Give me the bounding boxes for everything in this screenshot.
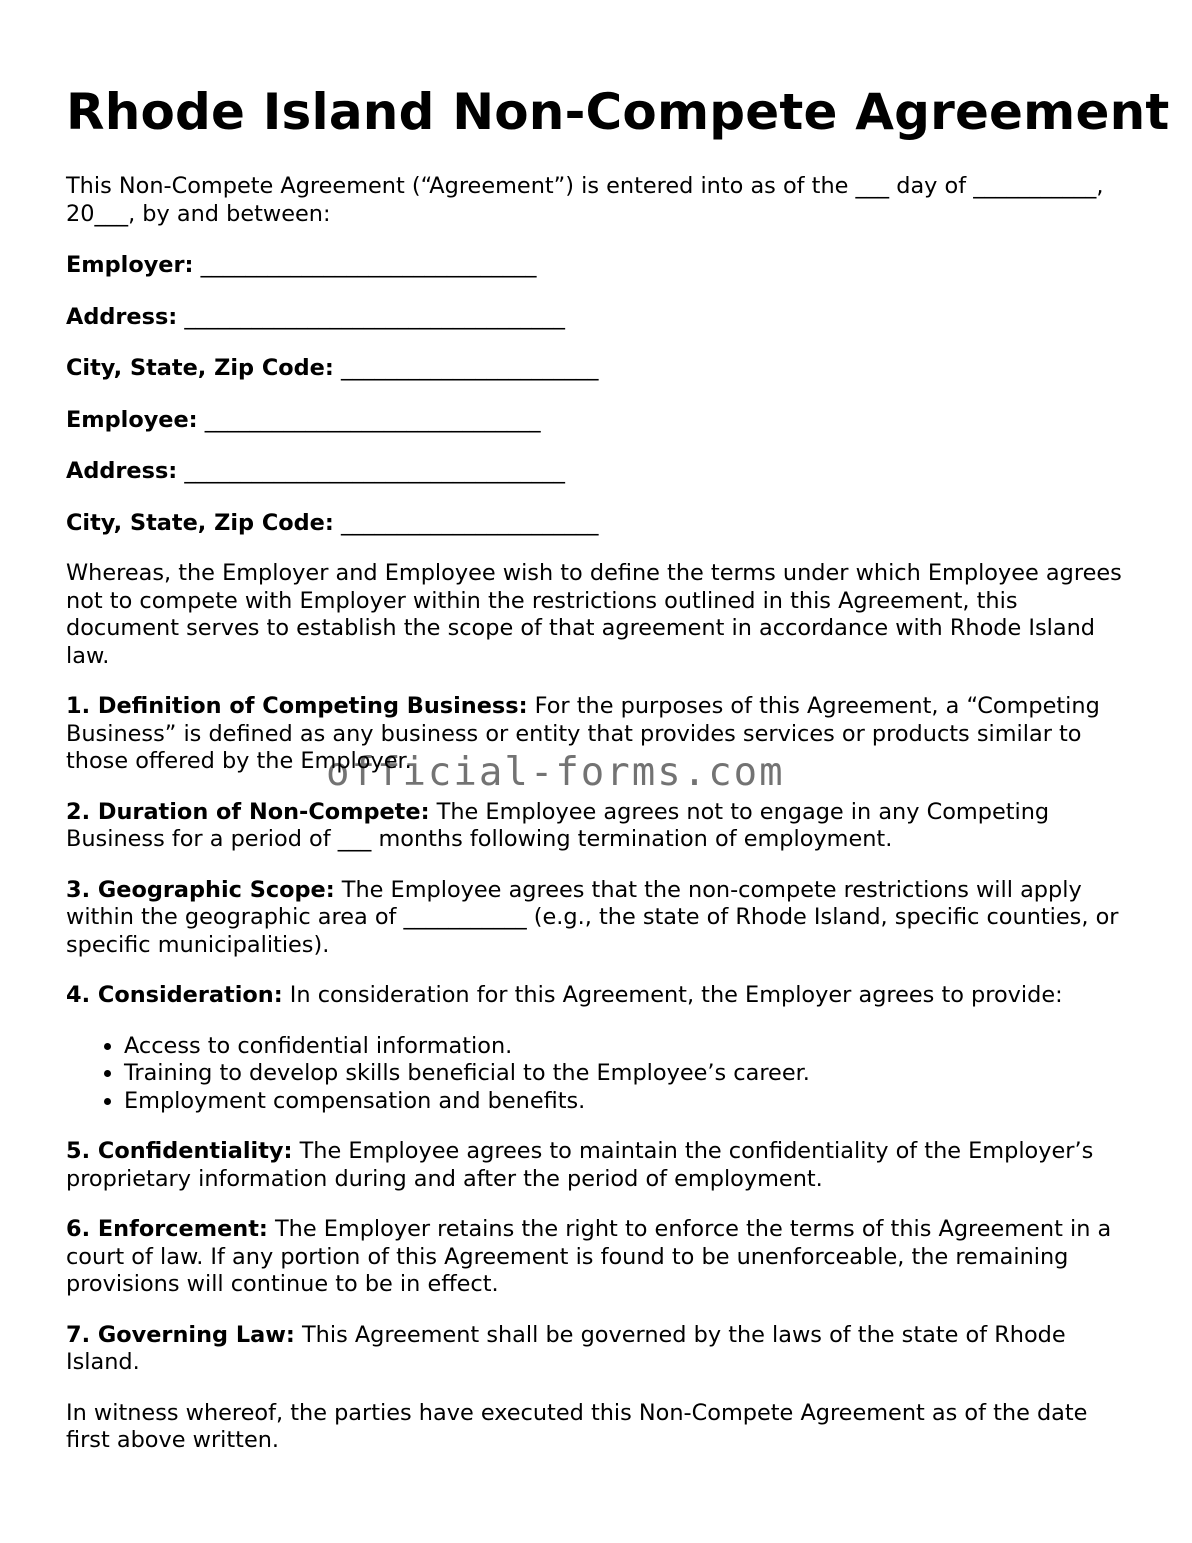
consideration-list	[66, 1033, 1136, 1116]
field-blank: _______________________	[340, 355, 599, 381]
field-label: Employee:	[66, 406, 198, 433]
section-enforcement	[66, 1216, 1136, 1299]
section-text: For the purposes of this Agreement, a “Competing Business” is defined as any business or entity that provides services or products similar to those offered by the Employer.	[66, 693, 1100, 774]
document-page	[66, 0, 1170, 1455]
employee-field	[66, 407, 1136, 435]
section-geographic-scope	[66, 877, 1136, 960]
section-heading: 4. Consideration:	[66, 982, 283, 1008]
section-consideration	[66, 982, 1136, 1010]
intro-paragraph: This Non-Compete Agreement (“Agreement”) is entered into as of the ___ day of ___________, 20___, by and between:	[66, 173, 1104, 227]
field-label: Address:	[66, 458, 178, 484]
field-label: City, State, Zip Code:	[66, 355, 334, 381]
section-text: The Employer retains the right to enforce the terms of this Agreement in a court of law. If any portion of this Agreement is found to be unenforceable, the remaining provisions will continue to be in effect.	[66, 1216, 1112, 1297]
list-item: • Employment compensation and benefits.	[124, 1088, 1136, 1116]
section-text: The Employee agrees that the non-compete restrictions will apply within the geographic area of ___________ (e.g., the state of Rhode Island, specific counties, or specific municipalities).	[66, 876, 1119, 958]
section-competing-business	[66, 693, 1136, 776]
watermark: official-forms.com	[326, 750, 785, 795]
list-item: • Access to confidential information.	[124, 1033, 1136, 1061]
employee-city-state-zip-field	[66, 510, 1136, 538]
section-governing-law	[66, 1322, 1136, 1377]
field-label: Address:	[66, 303, 178, 330]
field-blank: __________________________________	[184, 458, 565, 484]
list-item: • Training to develop skills beneficial to the Employee’s career.	[124, 1060, 1136, 1088]
section-heading: 1. Definition of Competing Business:	[66, 693, 528, 719]
field-label: City, State, Zip Code:	[66, 509, 334, 536]
employee-address-field	[66, 458, 1136, 486]
field-blank: ______________________________	[200, 252, 537, 278]
section-text: In consideration for this Agreement, the Employer agrees to provide:	[289, 982, 1063, 1008]
section-duration	[66, 799, 1136, 854]
section-text: This Agreement shall be governed by the laws of the state of Rhode Island.	[66, 1321, 1066, 1375]
field-blank: _______________________	[340, 509, 599, 536]
section-text: The Employee agrees not to engage in any Competing Business for a period of ___ months following termination of employment.	[66, 798, 1050, 852]
employer-city-state-zip-field	[66, 355, 1136, 383]
field-label: Employer:	[66, 252, 194, 278]
employer-address-field	[66, 304, 1136, 332]
field-blank: __________________________________	[184, 303, 565, 330]
section-heading: 3. Geographic Scope:	[66, 876, 335, 903]
field-blank: ______________________________	[204, 406, 541, 433]
section-heading: 7. Governing Law:	[66, 1321, 295, 1348]
section-heading: 5. Confidentiality:	[66, 1138, 293, 1164]
whereas-paragraph: Whereas, the Employer and Employee wish to define the terms under which Employee agrees not to compete with Employer within the restrictions outlined in this Agreement, this document serves to establish the scope of that agreement in accordance with Rhode Island law.	[66, 560, 1122, 669]
section-heading: 2. Duration of Non-Compete:	[66, 798, 430, 825]
section-confidentiality	[66, 1138, 1136, 1193]
section-heading: 6. Enforcement:	[66, 1216, 268, 1242]
closing-paragraph: In witness whereof, the parties have executed this Non-Compete Agreement as of the date first above written.	[66, 1399, 1088, 1453]
document-title: Rhode Island Non-Compete Agreement	[66, 83, 1170, 141]
employer-field	[66, 252, 1136, 280]
section-text: The Employee agrees to maintain the confidentiality of the Employer’s proprietary information during and after the period of employment.	[66, 1138, 1094, 1192]
